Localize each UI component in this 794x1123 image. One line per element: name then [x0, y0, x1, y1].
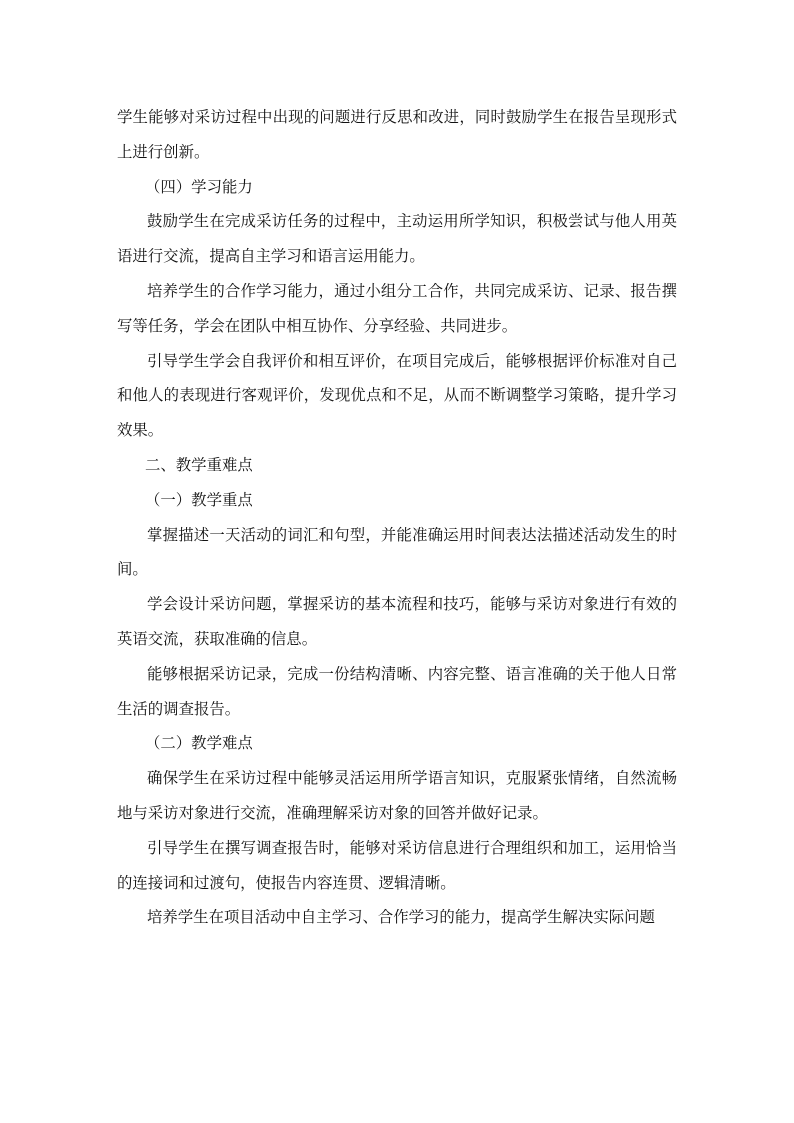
- paragraph: 掌握描述一天活动的词汇和句型，并能准确运用时间表达法描述活动发生的时间。: [117, 525, 677, 579]
- paragraph: 引导学生学会自我评价和相互评价，在项目完成后，能够根据评价标准对自己和他人的表现进行客观评价，发现优点和不足，从而不断调整学习策略，提升学习效果。: [117, 351, 677, 440]
- section-heading-teaching-focus: （一）教学重点: [145, 490, 253, 509]
- paragraph: 确保学生在采访过程中能够灵活运用所学语言知识，克服紧张情绪，自然流畅地与采访对象进行交流，准确理解采访对象的回答并做好记录。: [117, 769, 677, 822]
- paragraph: 能够根据采访记录，完成一份结构清晰、内容完整、语言准确的关于他人日常生活的调查报告。: [117, 664, 677, 718]
- paragraph: 引导学生在撰写调查报告时，能够对采访信息进行合理组织和加工，运用恰当的连接词和过渡句，使报告内容连贯、逻辑清晰。: [117, 838, 677, 892]
- document-body: [117, 100, 677, 935]
- paragraph: 鼓励学生在完成采访任务的过程中，主动运用所学知识，积极尝试与他人用英语进行交流，提高自主学习和语言运用能力。: [117, 212, 677, 266]
- paragraph-continuation: 学生能够对采访过程中出现的问题进行反思和改进，同时鼓励学生在报告呈现形式上进行创新。: [117, 108, 677, 161]
- section-heading-key-difficult-points: 二、教学重难点: [145, 455, 253, 474]
- section-heading-teaching-difficulty: （二）教学难点: [145, 734, 253, 753]
- paragraph-truncated: 培养学生在项目活动中自主学习、合作学习的能力，提高学生解决实际问题: [147, 908, 655, 927]
- section-heading-learning-ability: （四）学习能力: [145, 177, 253, 196]
- paragraph: 学会设计采访问题，掌握采访的基本流程和技巧，能够与采访对象进行有效的英语交流，获取准确的信息。: [117, 595, 677, 648]
- paragraph: 培养学生的合作学习能力，通过小组分工合作，共同完成采访、记录、报告撰写等任务，学会在团队中相互协作、分享经验、共同进步。: [117, 281, 677, 335]
